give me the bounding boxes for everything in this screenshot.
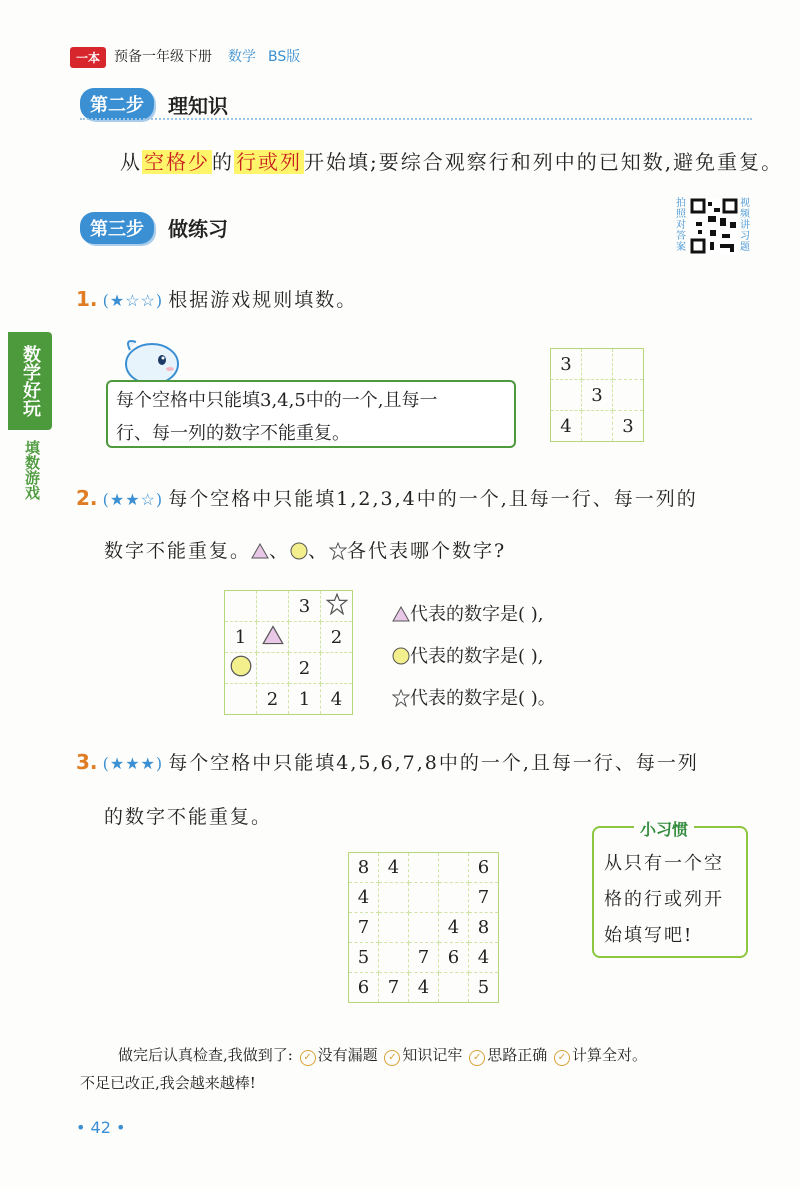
grid-cell[interactable]: 1 xyxy=(289,684,321,715)
grid-cell[interactable] xyxy=(257,591,289,622)
grid-cell[interactable] xyxy=(439,883,469,913)
q1-text: 根据游戏规则填数。 xyxy=(168,289,358,311)
grid-cell[interactable] xyxy=(321,653,353,684)
grid-cell[interactable]: 6 xyxy=(349,973,379,1003)
grid-cell[interactable] xyxy=(379,883,409,913)
self-check-line2: 不足已改正,我会越来越棒! xyxy=(80,1074,256,1092)
table-row xyxy=(225,653,353,684)
q2-difficulty: (★★☆) xyxy=(102,490,164,509)
grid-cell[interactable]: 2 xyxy=(321,622,353,653)
step2-title: 理知识 xyxy=(168,94,228,118)
habit-tip-box: 从只有一个空 格的行或列开 始填写吧! xyxy=(592,826,748,958)
grid-cell[interactable]: 2 xyxy=(257,684,289,715)
q2-answer-star[interactable]: 代表的数字是( )。 xyxy=(392,684,556,710)
grid-cell[interactable]: 4 xyxy=(439,913,469,943)
dolphin-icon xyxy=(116,336,186,386)
side-subtab: 填数游戏 xyxy=(23,440,41,500)
q2-text-line1: 每个空格中只能填1,2,3,4中的一个,且每一行、每一列的 xyxy=(168,488,698,510)
star-icon xyxy=(392,688,410,709)
circle-icon xyxy=(392,646,410,667)
grid-cell[interactable]: 3 xyxy=(551,349,582,380)
grid-cell[interactable] xyxy=(289,622,321,653)
q2-text-line2: 数字不能重复。 、 、 各代表哪个数字? xyxy=(104,540,507,562)
grid-cell[interactable] xyxy=(379,913,409,943)
triangle-icon xyxy=(251,540,269,562)
grid-cell[interactable]: 7 xyxy=(469,883,499,913)
q1-difficulty: (★☆☆) xyxy=(102,291,164,310)
grid-cell[interactable] xyxy=(551,380,582,411)
grid-cell[interactable]: 7 xyxy=(349,913,379,943)
triangle-icon xyxy=(257,622,289,653)
highlight-row-col: 行或列 xyxy=(236,150,302,174)
q2-grid xyxy=(224,590,353,715)
q3-number: 3. xyxy=(76,750,98,774)
qr-left-caption: 拍照对答案 xyxy=(676,198,686,253)
grid-cell[interactable]: 8 xyxy=(349,853,379,883)
divider xyxy=(80,118,752,120)
grid-cell[interactable]: 1 xyxy=(225,622,257,653)
check-icon[interactable]: ✓ xyxy=(384,1050,400,1066)
q1-row xyxy=(76,285,357,312)
grid-cell[interactable]: 4 xyxy=(409,973,439,1003)
table-row xyxy=(551,380,644,411)
q3-text-line1: 每个空格中只能填4,5,6,7,8中的一个,且每一行、每一列 xyxy=(168,752,699,774)
page-number: • 42 • xyxy=(76,1118,126,1137)
triangle-icon xyxy=(392,604,410,625)
grid-cell[interactable]: 4 xyxy=(349,883,379,913)
habit-title: 小习惯 xyxy=(634,817,694,840)
self-check-line: 做完后认真检查,我做到了: ✓ 没有漏题 ✓ 知识记牢 ✓ 思路正确 ✓ 计算全对。 xyxy=(118,1046,648,1064)
grid-cell[interactable] xyxy=(379,943,409,973)
highlight-few-cells: 空格少 xyxy=(144,150,210,174)
table-row xyxy=(225,591,353,622)
q2-number: 2. xyxy=(76,486,98,510)
table-row xyxy=(349,883,499,913)
grid-cell[interactable] xyxy=(409,853,439,883)
circle-icon xyxy=(290,540,308,562)
grid-cell[interactable] xyxy=(225,591,257,622)
grid-cell[interactable]: 7 xyxy=(409,943,439,973)
grid-cell[interactable] xyxy=(409,883,439,913)
grid-cell[interactable]: 6 xyxy=(439,943,469,973)
subject-label: 数学 xyxy=(228,49,256,65)
grid-cell[interactable] xyxy=(439,853,469,883)
qr-right-caption: 视频讲习题 xyxy=(740,198,750,253)
edition-label: BS版 xyxy=(268,49,301,65)
step2-pill: 第二步 xyxy=(80,88,154,120)
grid-cell[interactable] xyxy=(225,684,257,715)
grid-cell[interactable]: 4 xyxy=(379,853,409,883)
star-icon xyxy=(329,540,347,562)
table-row xyxy=(349,913,499,943)
table-row xyxy=(349,943,499,973)
q2-answer-circle[interactable]: 代表的数字是( ), xyxy=(392,642,544,668)
book-title: 预备一年级下册 xyxy=(114,49,212,65)
brand-logo: 一本 xyxy=(70,47,106,68)
grid-cell[interactable]: 4 xyxy=(469,943,499,973)
grid-cell[interactable]: 5 xyxy=(349,943,379,973)
q2-answer-triangle[interactable]: 代表的数字是( ), xyxy=(392,600,544,626)
grid-cell[interactable]: 3 xyxy=(613,411,644,442)
table-row xyxy=(349,853,499,883)
grid-cell[interactable] xyxy=(409,913,439,943)
grid-cell[interactable]: 5 xyxy=(469,973,499,1003)
q3-row xyxy=(76,748,699,775)
table-row xyxy=(225,622,353,653)
circle-icon xyxy=(225,653,257,684)
q3-text-line2: 的数字不能重复。 xyxy=(104,806,273,828)
grid-cell[interactable]: 3 xyxy=(582,380,613,411)
grid-cell[interactable] xyxy=(613,380,644,411)
grid-cell[interactable] xyxy=(439,973,469,1003)
table-row xyxy=(349,973,499,1003)
step3-pill: 第三步 xyxy=(80,212,154,244)
side-tab: 数学好玩 xyxy=(8,332,52,430)
q3-difficulty: (★★★) xyxy=(102,754,164,773)
grid-cell[interactable]: 6 xyxy=(469,853,499,883)
check-icon[interactable]: ✓ xyxy=(469,1050,485,1066)
step2-text: 从 空格少 的 行或列 开始填;要综合观察行和列中的已知数,避免重复。 xyxy=(120,150,784,174)
check-icon[interactable]: ✓ xyxy=(300,1050,316,1066)
grid-cell[interactable]: 2 xyxy=(289,653,321,684)
table-row xyxy=(551,349,644,380)
grid-cell[interactable]: 8 xyxy=(469,913,499,943)
step3-title: 做练习 xyxy=(168,217,228,241)
grid-cell[interactable] xyxy=(582,411,613,442)
star-icon xyxy=(321,591,353,622)
check-icon[interactable]: ✓ xyxy=(554,1050,570,1066)
q1-rule-box: 每个空格中只能填3,4,5中的一个,且每一 行、每一列的数字不能重复。 xyxy=(106,380,516,448)
grid-cell[interactable]: 4 xyxy=(321,684,353,715)
grid-cell[interactable] xyxy=(257,653,289,684)
grid-cell[interactable]: 7 xyxy=(379,973,409,1003)
qr-code-icon[interactable] xyxy=(690,198,738,254)
grid-cell[interactable] xyxy=(582,349,613,380)
table-row xyxy=(551,411,644,442)
grid-cell[interactable] xyxy=(613,349,644,380)
q1-grid xyxy=(550,348,644,442)
q2-row xyxy=(76,484,698,511)
grid-cell[interactable]: 4 xyxy=(551,411,582,442)
q3-grid xyxy=(348,852,499,1003)
grid-cell[interactable]: 3 xyxy=(289,591,321,622)
table-row xyxy=(225,684,353,715)
q1-number: 1. xyxy=(76,287,98,311)
